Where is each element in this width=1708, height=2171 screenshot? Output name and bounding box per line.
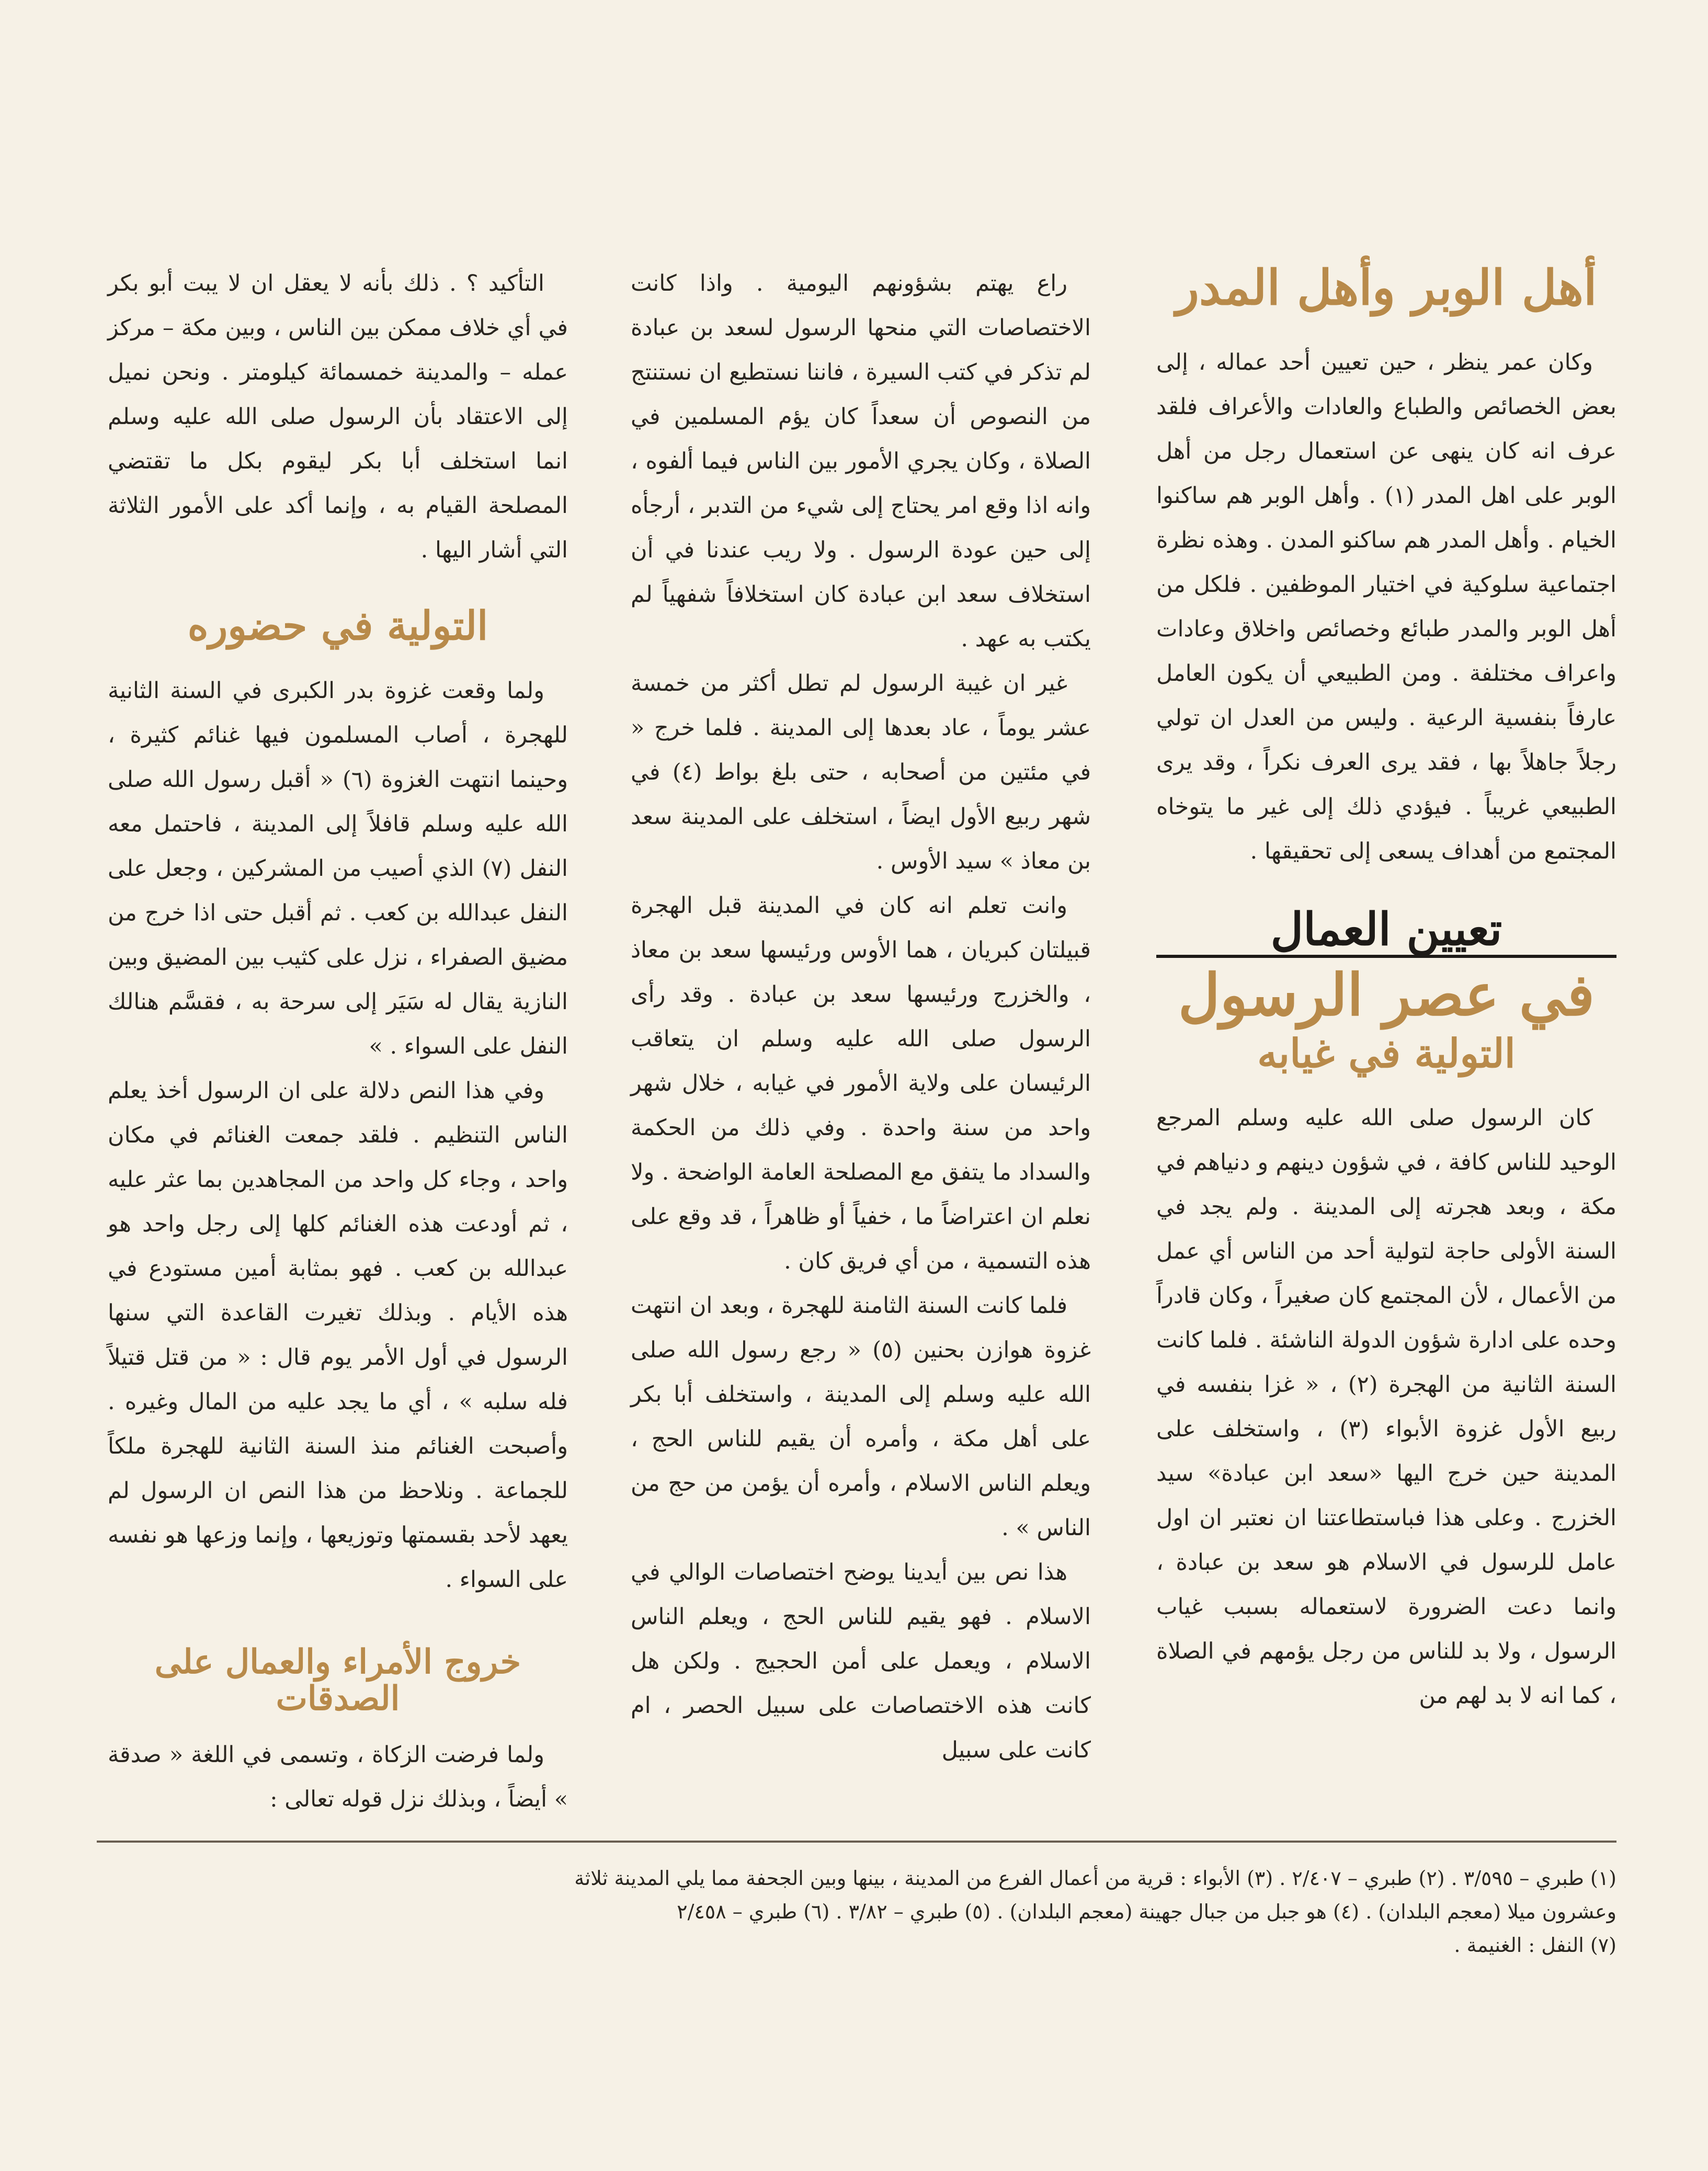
paragraph: راع يهتم بشؤونهم اليومية . واذا كانت الاختصاصات التي منحها الرسول لسعد بن عبادة لم تذكر في كتب السيرة ، فاننا نستطيع ان نستنتج من النصوص أن سعداً كان يؤم المسلمين في الصلاة ، وكان يجري الأمور بين الناس فيما ألفوه ، وانه اذا وقع امر يحتاج إلى شيء من التدبر ، أرجأه إلى حين عودة الرسول . ولا ريب عندنا في أن استخلاف سعد ابن عبادة كان استخلافاً شفهياً لم يكتب به عهد . (631, 270, 1091, 652)
section-title-tawliya-fi-hudurih: التولية في حضوره (187, 602, 488, 649)
right-column (1156, 261, 1616, 1718)
footnotes (97, 1861, 1616, 1962)
paragraph: فلما كانت السنة الثامنة للهجرة ، وبعد ان انتهت غزوة هوازن بحنين (٥) « رجع رسول الله صلى الله عليه وسلم إلى المدينة ، واستخلف أبا بكر على أهل مكة ، وأمره أن يقيم للناس الحج ، ويعلم الناس الاسلام ، وأمره أن يؤمن من حج من الناس » . (631, 1293, 1091, 1541)
middle-column (631, 261, 1091, 1773)
main-title-fi-asr-al-rasul: في عصر الرسول (1178, 961, 1595, 1029)
main-title-tayin-al-ummal: تعيين العمال (1156, 905, 1616, 958)
paragraph: وانت تعلم انه كان في المدينة قبل الهجرة قبيلتان كبريان ، هما الأوس ورئيسها سعد بن معاذ ، والخزرج ورئيسها سعد بن عبادة . وقد رأى الرسول صلى الله عليه وسلم ان يتعاقب الرئيسان على ولاية الأمور في غيابه ، خلال شهر واحد من سنة واحدة . وفي ذلك من الحكمة والسداد ما يتفق مع المصلحة العامة الواضحة . ولا نعلم ان اعتراضاً ما ، خفياً أو ظاهراً ، قد وقع على هذه التسمية ، من أي فريق كان . (631, 893, 1091, 1274)
paragraph: ولما فرضت الزكاة ، وتسمى في اللغة « صدقة » أيضاً ، وبذلك نزل قوله تعالى : (108, 1742, 568, 1813)
paragraph: كان الرسول صلى الله عليه وسلم المرجع الوحيد للناس كافة ، في شؤون دينهم و دنياهم في مكة ، وبعد هجرته إلى المدينة . ولم يجد في السنة الأولى حاجة لتولية أحد من الناس أي عمل من الأعمال ، لأن المجتمع كان صغيراً ، وكان قادراً وحده على ادارة شؤون الدولة الناشئة . فلما كانت السنة الثانية من الهجرة (٢) ، « غزا بنفسه في ربيع الأول غزوة الأبواء (٣) ، واستخلف على المدينة حين خرج اليها «سعد ابن عبادة» سيد الخزرج . وعلى هذا فباستطاعتنا ان نعتبر ان اول عامل للرسول في الاسلام هو سعد بن عبادة ، وانما دعت الضرورة لاستعماله بسبب غياب الرسول ، ولا بد للناس من رجل يؤمهم في الصلاة ، كما انه لا بد لهم من (1156, 1105, 1616, 1709)
paragraph: وكان عمر ينظر ، حين تعيين أحد عماله ، إلى بعض الخصائص والطباع والعادات والأعراف فلقد عرف انه كان ينهى عن استعمال رجل من أهل الوبر على اهل المدر (١) . وأهل الوبر هم ساكنوا الخيام . وأهل المدر هم ساكنو المدن . وهذه نظرة اجتماعية سلوكية في اختيار الموظفين . فلكل من أهل الوبر والمدر طبائع وخصائص واخلاق وعادات واعراف مختلفة . ومن الطبيعي أن يكون العامل عارفاً بنفسية الرعية . وليس من العدل ان تولي رجلاً جاهلاً بها ، فقد يرى العرف نكراً ، وقد يرى الطبيعي غريباً . فيؤدي ذلك إلى غير ما يتوخاه المجتمع من أهداف يسعى إلى تحقيقها . (1156, 349, 1616, 865)
section-title-khuruj-al-umara: خروج الأمراء والعمال على الصدقات (154, 1642, 521, 1718)
paragraph: وفي هذا النص دلالة على ان الرسول أخذ يعلم الناس التنظيم . فلقد جمعت الغنائم في مكان واحد ، وجاء كل واحد من المجاهدين بما عثر عليه ، ثم أودعت هذه الغنائم كلها إلى رجل واحد هو عبدالله بن كعب . فهو بمثابة أمين مستودع في هذه الأيام . وبذلك تغيرت القاعدة التي سنها الرسول في أول الأمر يوم قال : « من قتل قتيلاً فله سلبه » ، أي ما يجد عليه من المال وغيره . وأصبحت الغنائم منذ السنة الثانية للهجرة ملكاً للجماعة . ونلاحظ من هذا النص ان الرسول لم يعهد لأحد بقسمتها وتوزيعها ، وإنما وزعها هو نفسه على السواء . (108, 1077, 568, 1593)
footnote-line: (٧) النفل : الغنيمة . (1454, 1934, 1616, 1957)
section-title-tawliya-fi-ghiyabih: التولية في غيابه (1257, 1030, 1516, 1077)
paragraph: ولما وقعت غزوة بدر الكبرى في السنة الثانية للهجرة ، أصاب المسلمون فيها غنائم كثيرة ، وحينما انتهت الغزوة (٦) « أقبل رسول الله صلى الله عليه وسلم قافلاً إلى المدينة ، فاحتمل معه النفل (٧) الذي أصيب من المشركين ، وجعل على النفل عبدالله بن كعب . ثم أقبل حتى اذا خرج من مضيق الصفراء ، نزل على كثيب بين المضيق وبين النازية يقال له سَيَر إلى سرحة به ، فقسَّم هنالك النفل على السواء . » (108, 677, 568, 1059)
left-column (108, 261, 568, 1822)
section-title-ahl-al-wabar: أهل الوبر وأهل المدر (1176, 259, 1597, 316)
paragraph: غير ان غيبة الرسول لم تطل أكثر من خمسة عشر يوماً ، عاد بعدها إلى المدينة . فلما خرج « في مئتين من أصحابه ، حتى بلغ بواط (٤) في شهر ربيع الأول ايضاً ، استخلف على المدينة سعد بن معاذ » سيد الأوس . (631, 670, 1091, 874)
footnote-line: (١) طبري – ٣/٥٩٥ . (٢) طبري – ٢/٤٠٧ . (٣) الأبواء : قرية من أعمال الفرع من المدينة ، بينها وبين الجحفة مما يلي المدينة ثلاثة (574, 1867, 1616, 1890)
paragraph: هذا نص بين أيدينا يوضح اختصاصات الوالي في الاسلام . فهو يقيم للناس الحج ، ويعلم الناس الاسلام ، ويعمل على أمن الحجيج . ولكن هل كانت هذه الاختصاصات على سبيل الحصر ، ام كانت على سبيل (631, 1559, 1091, 1763)
footnote-line: وعشرون ميلا (معجم البلدان) . (٤) هو جبل من جبال جهينة (معجم البلدان) . (٥) طبري – ٣/٨٢ . (٦) طبري – ٢/٤٥٨ (677, 1900, 1616, 1923)
footnote-divider (97, 1841, 1616, 1843)
paragraph: التأكيد ؟ . ذلك بأنه لا يعقل ان لا يبت أبو بكر في أي خلاف ممكن بين الناس ، وبين مكة – مركز عمله – والمدينة خمسمائة كيلومتر . ونحن نميل إلى الاعتقاد بأن الرسول صلى الله عليه وسلم انما استخلف أبا بكر ليقوم بكل ما تقتضي المصلحة القيام به ، وإنما أكد على الأمور الثلاثة التي أشار اليها . (108, 270, 568, 563)
